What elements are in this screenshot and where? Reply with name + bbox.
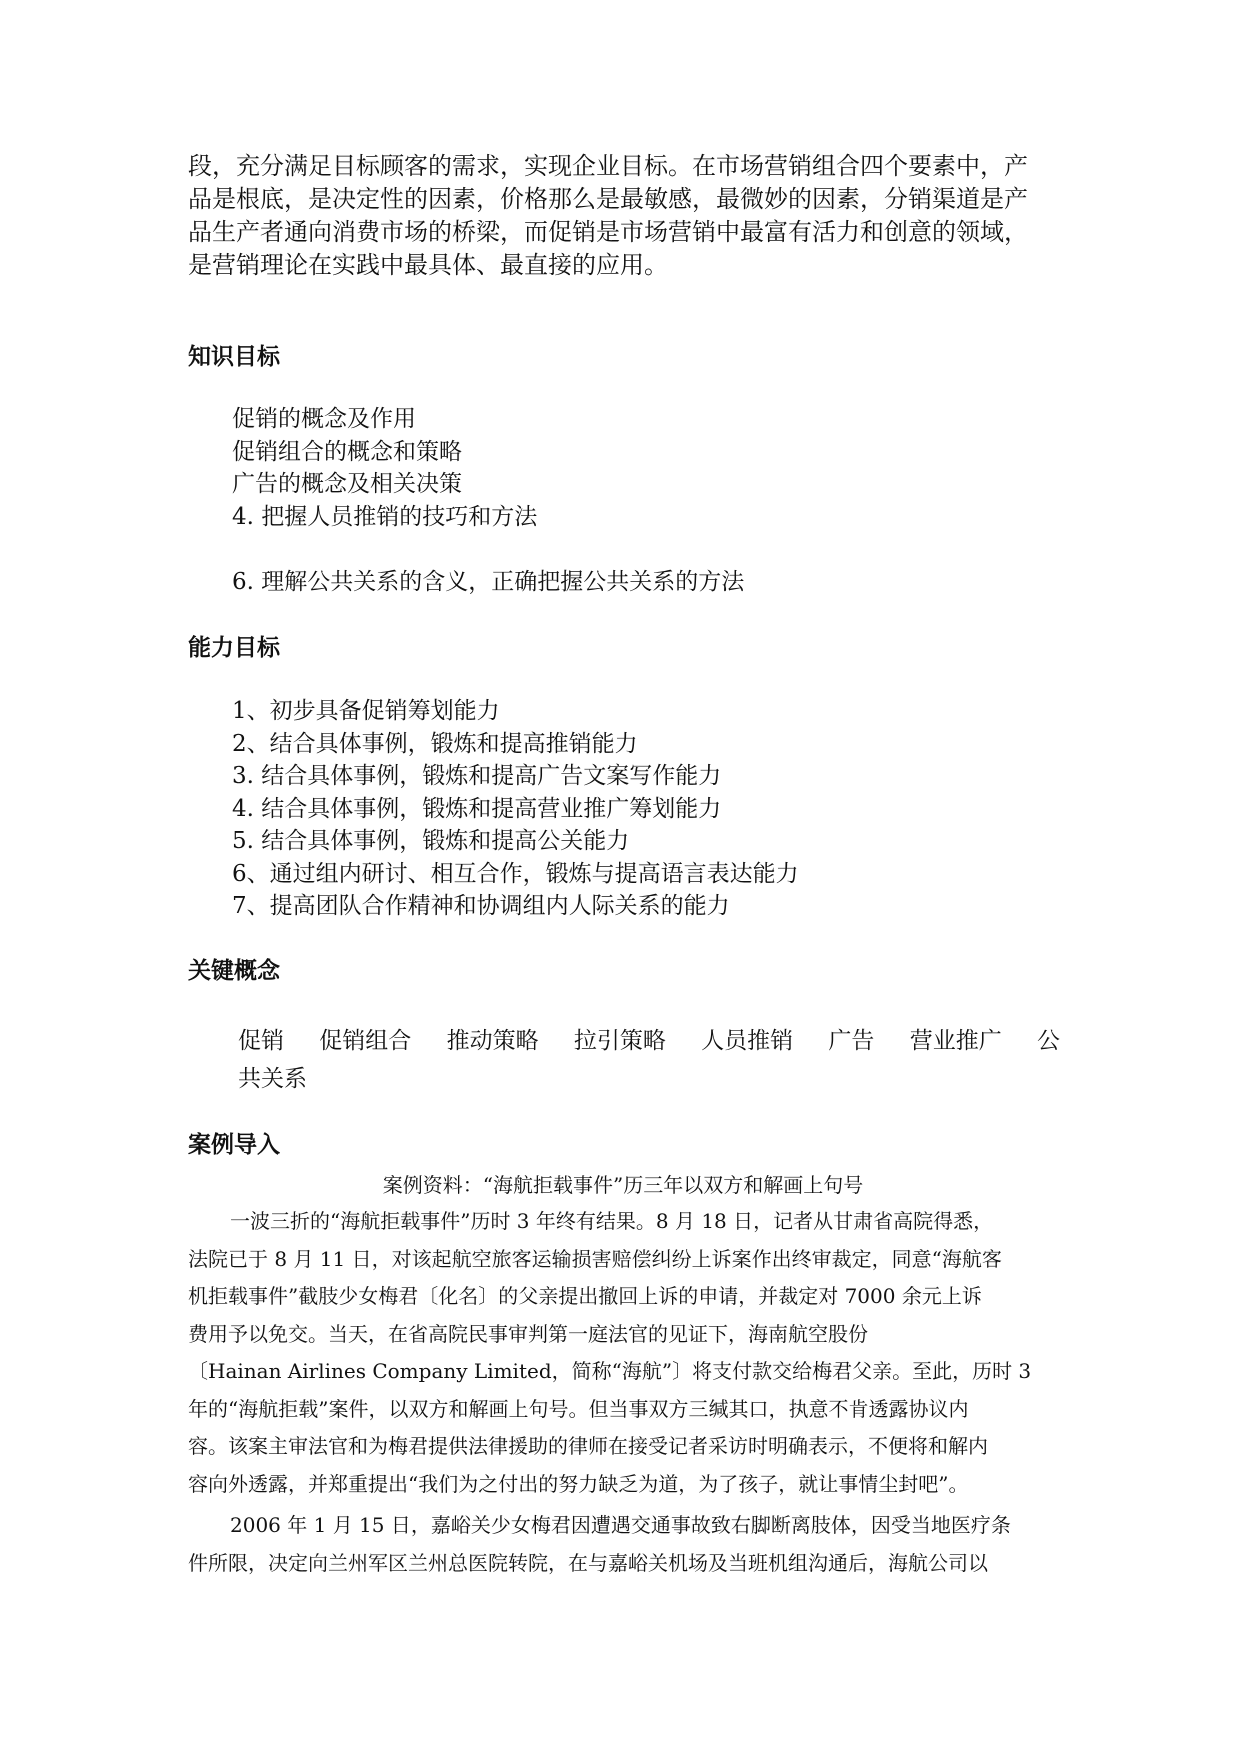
intro-line: 品生产者通向消费市场的桥梁，而促销是市场营销中最富有活力和创意的领域， (188, 218, 1028, 246)
case-line: 法院已于 8 月 11 日，对该起航空旅客运输损害赔偿纠纷上诉案作出终审裁定，同意“海航客 (188, 1246, 1002, 1271)
concept-term: 营业推广 (909, 1028, 1002, 1054)
ability-goals-heading: 能力目标 (188, 635, 280, 661)
concept-term: 拉引策略 (573, 1028, 666, 1054)
intro-line: 品是根底，是决定性的因素，价格那么是最敏感，最微妙的因素，分销渠道是产 (188, 185, 1028, 213)
concept-term: 促销 (238, 1028, 284, 1054)
concept-term: 广告 (828, 1028, 875, 1054)
case-line: 一波三折的“海航拒载事件”历时 3 年终有结果。8 月 18 日，记者从甘肃省高院得悉， (230, 1209, 994, 1233)
case-line: 年的“海航拒载”案件，以双方和解画上句号。但当事双方三缄其口，执意不肯透露协议内 (188, 1396, 969, 1421)
list-item: 7、提高团队合作精神和协调组内人际关系的能力 (232, 893, 730, 919)
concept-term: 公 (1036, 1028, 1060, 1054)
concept-term: 推动策略 (446, 1028, 539, 1054)
list-item: 5. 结合具体事例，锻炼和提高公关能力 (232, 828, 630, 854)
intro-line: 是营销理论在实践中最具体、最直接的应用。 (188, 251, 668, 279)
case-line: 件所限，决定向兰州军区兰州总医院转院，在与嘉峪关机场及当班机组沟通后，海航公司以 (188, 1550, 988, 1575)
list-item: 3. 结合具体事例，锻炼和提高广告文案写作能力 (232, 763, 722, 789)
list-item: 促销的概念及作用 (232, 406, 416, 432)
ability-goals-list (232, 695, 799, 923)
case-line: 容向外透露，并郑重提出“我们为之付出的努力缺乏为道，为了孩子，就让事情尘封吧”。 (188, 1471, 969, 1496)
case-line: 容。该案主审法官和为梅君提供法律援助的律师在接受记者采访时明确表示，不便将和解内 (188, 1434, 988, 1458)
list-item: 6. 理解公共关系的含义，正确把握公共关系的方法 (232, 568, 745, 595)
knowledge-goals-list (232, 403, 744, 598)
list-item: 1、初步具备促销筹划能力 (232, 698, 500, 724)
concept-term-continuation: 共关系 (238, 1066, 307, 1092)
case-title: 案例资料：“海航拒载事件”历三年以双方和解画上句号 (382, 1173, 864, 1197)
list-item: 4. 结合具体事例，锻炼和提高营业推广筹划能力 (232, 795, 722, 822)
list-item: 广告的概念及相关决策 (232, 471, 462, 497)
key-concepts-row (238, 1022, 1060, 1060)
case-line: 〔Hainan Airlines Company Limited，简称“海航”〕将支付款交给梅君父亲。至此，历时 3 (188, 1359, 1032, 1383)
concept-term: 促销组合 (319, 1028, 412, 1054)
list-item: 4. 把握人员推销的技巧和方法 (232, 503, 538, 530)
key-concepts-list (238, 1022, 1060, 1098)
list-item: 2、结合具体事例，锻炼和提高推销能力 (232, 730, 638, 757)
case-line: 2006 年 1 月 15 日，嘉峪关少女梅君因遭遇交通事故致右脚断离肢体，因受当地医疗条 (230, 1513, 1011, 1537)
case-body (188, 1203, 1058, 1582)
knowledge-goals-heading: 知识目标 (188, 344, 280, 370)
key-concepts-heading: 关键概念 (188, 958, 280, 984)
intro-paragraph (188, 150, 1058, 282)
list-item: 促销组合的概念和策略 (232, 438, 462, 465)
case-intro-heading: 案例导入 (188, 1132, 280, 1158)
intro-line: 段，充分满足目标顾客的需求，实现企业目标。在市场营销组合四个要素中，产 (188, 152, 1028, 180)
case-line: 机拒载事件”截肢少女梅君〔化名〕的父亲提出撤回上诉的申请，并裁定对 7000 余元上诉 (188, 1284, 982, 1308)
concept-term: 人员推销 (701, 1028, 794, 1054)
case-line: 费用予以免交。当天，在省高院民事审判第一庭法官的见证下，海南航空股份 (188, 1321, 868, 1346)
blank-line (232, 533, 744, 566)
list-item: 6、通过组内研讨、相互合作，锻炼与提高语言表达能力 (232, 860, 799, 887)
